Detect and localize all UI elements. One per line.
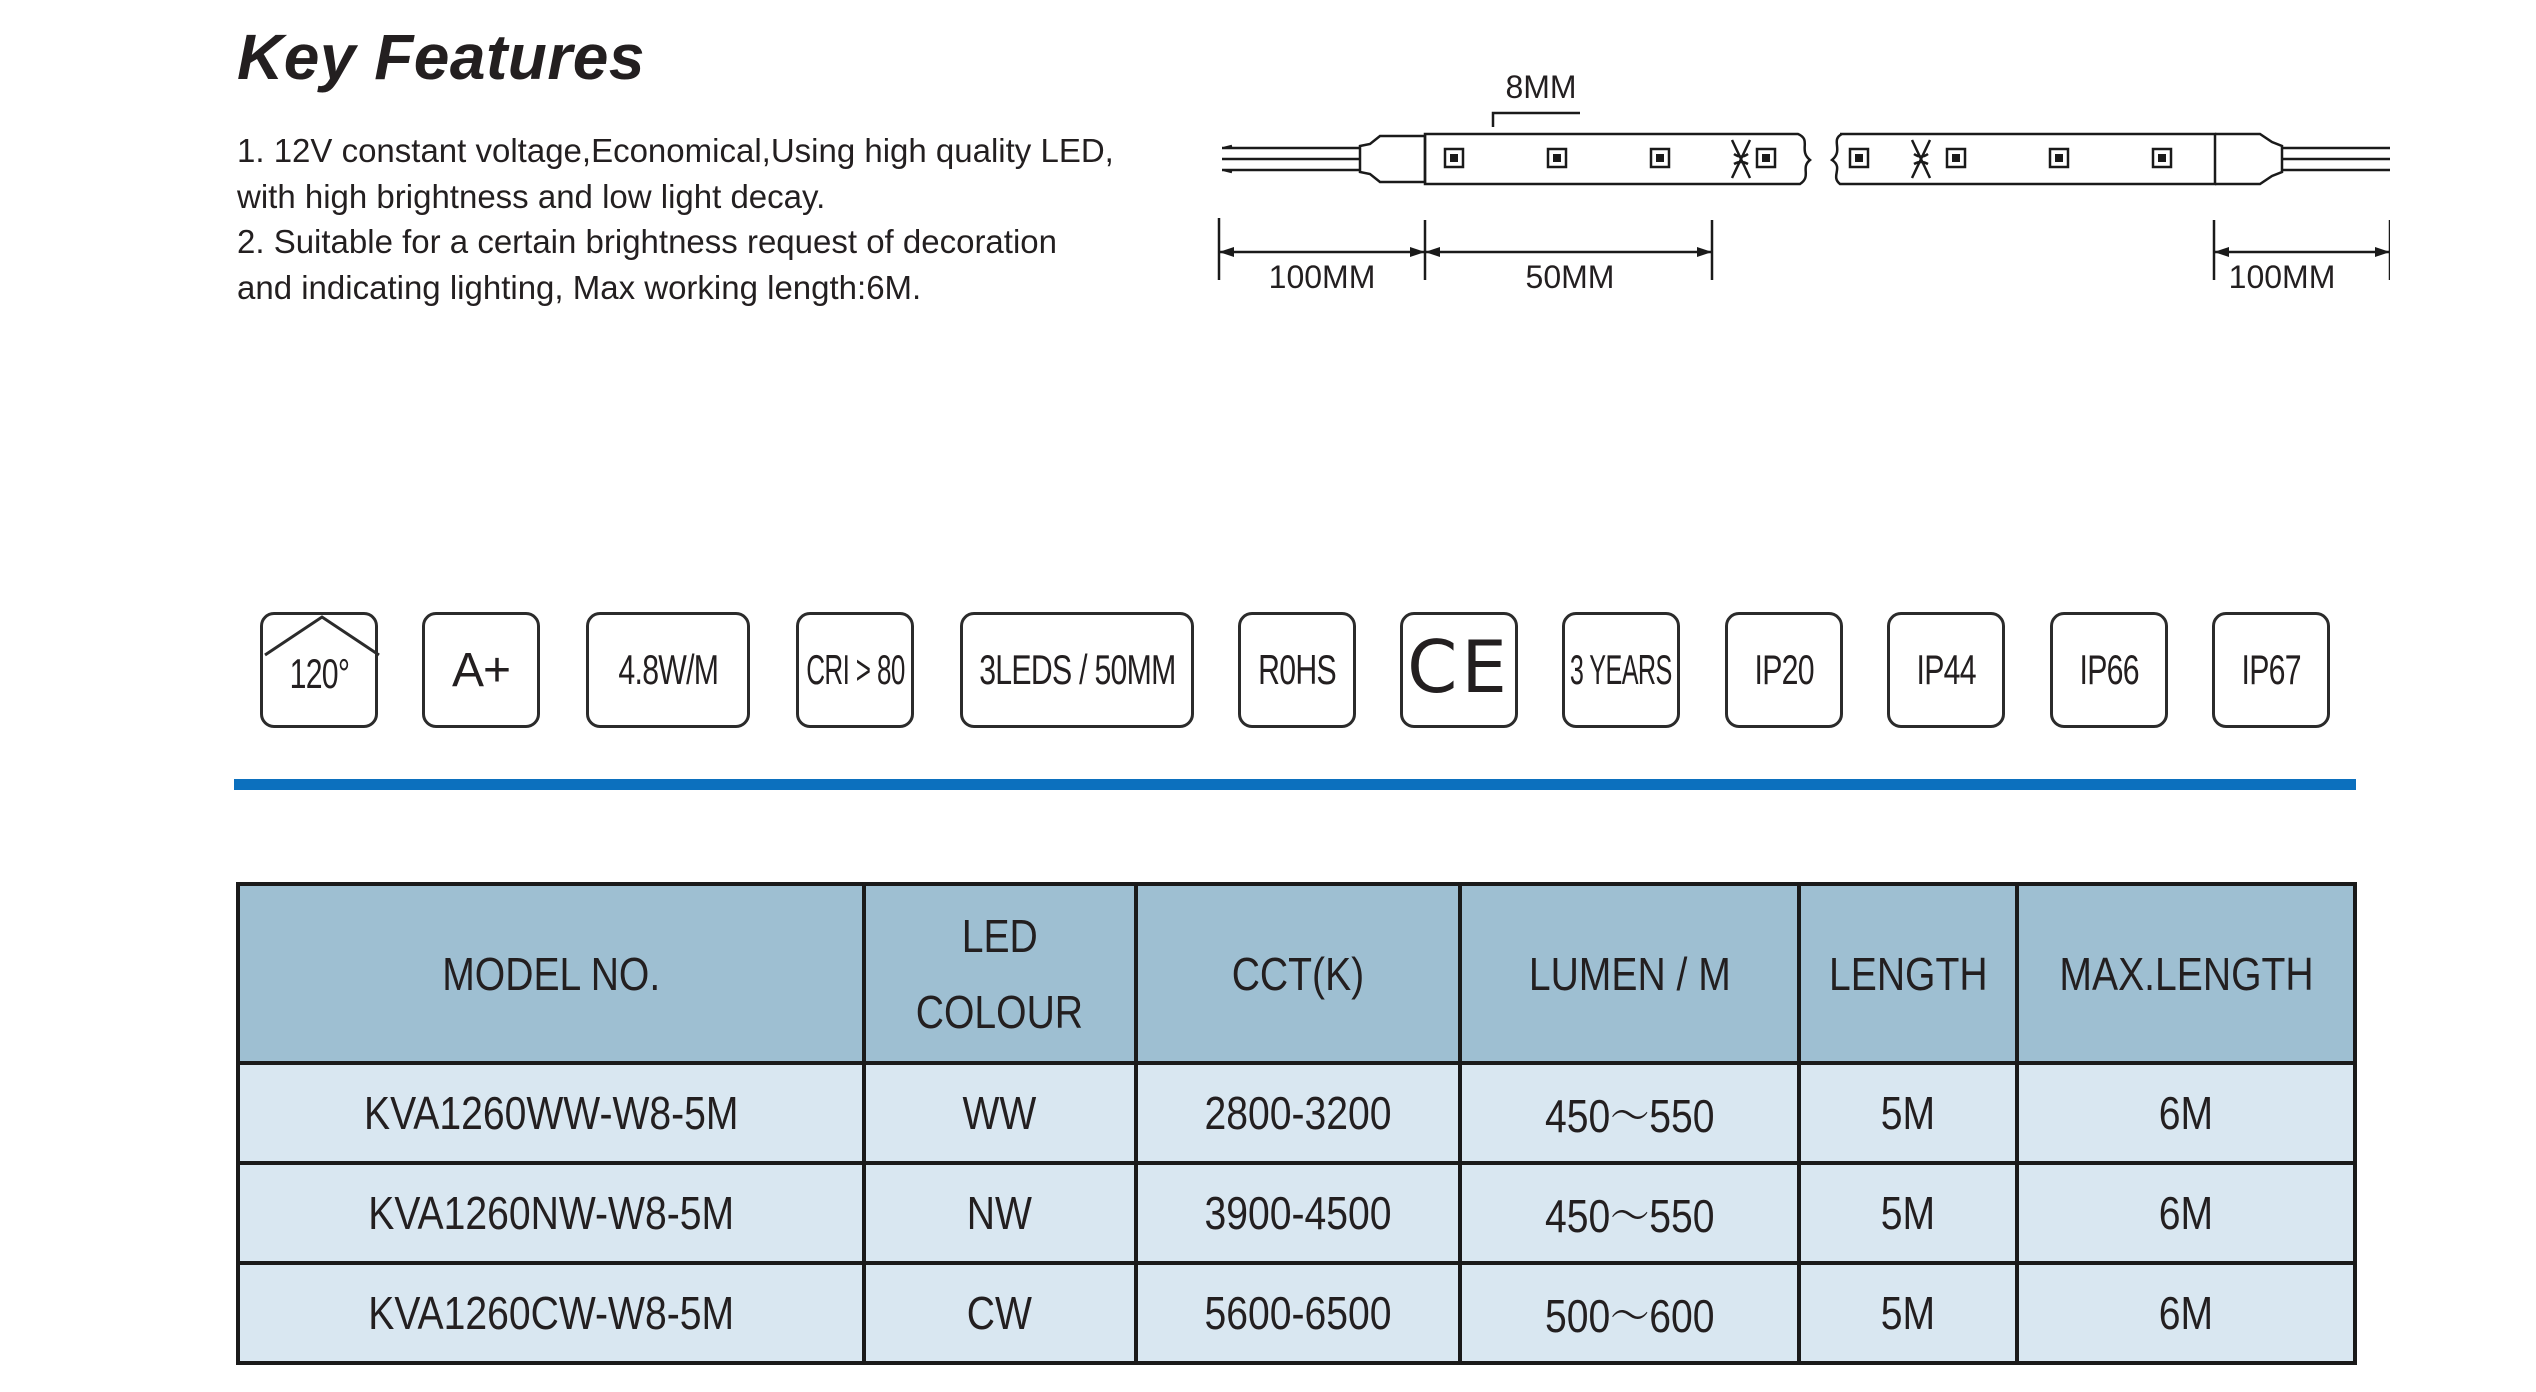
- badge-ip20: IP20: [1725, 612, 1843, 728]
- cell-colour: NW: [864, 1163, 1136, 1263]
- cell-cct: 2800-3200: [1136, 1063, 1460, 1163]
- cell-lumen: 500～600: [1460, 1263, 1799, 1363]
- header-cct: CCT(K): [1136, 884, 1460, 1063]
- page-title: Key Features: [237, 21, 645, 93]
- cell-max-length: 6M: [2017, 1063, 2355, 1163]
- pitch-label: 8MM: [1505, 69, 1577, 105]
- led-strip-dimension-diagram: [1210, 60, 2390, 310]
- segment-label: 50MM: [1525, 259, 1615, 295]
- header-max-length: MAX.LENGTH: [2017, 884, 2355, 1063]
- cell-lumen: 450～550: [1460, 1063, 1799, 1163]
- cell-length: 5M: [1799, 1063, 2017, 1163]
- badge-power: 4.8W/M: [586, 612, 750, 728]
- header-lumen: LUMEN / M: [1460, 884, 1799, 1063]
- badge-energy-class: A+: [422, 612, 540, 728]
- cell-length: 5M: [1799, 1163, 2017, 1263]
- table-header-row: [238, 884, 2355, 1063]
- badge-ip66: IP66: [2050, 612, 2168, 728]
- cell-model: KVA1260CW-W8-5M: [238, 1263, 864, 1363]
- cell-colour: CW: [864, 1263, 1136, 1363]
- header-model: MODEL NO.: [238, 884, 864, 1063]
- feature-item-1: 1. 12V constant voltage,Economical,Using high quality LED, with high brightness and low light decay.: [237, 132, 1114, 215]
- section-divider: [234, 779, 2356, 790]
- cell-lumen: 450～550: [1460, 1163, 1799, 1263]
- table-row: [238, 1063, 2355, 1163]
- cell-model: KVA1260WW-W8-5M: [238, 1063, 864, 1163]
- badge-beam-angle: 120°: [260, 612, 378, 728]
- badge-cri: CRI > 80: [796, 612, 914, 728]
- right-wire: [2282, 148, 2390, 170]
- cell-colour: WW: [864, 1063, 1136, 1163]
- badge-led-density: 3LEDS / 50MM: [960, 612, 1194, 728]
- certification-badges: [260, 612, 2320, 732]
- cell-cct: 5600-6500: [1136, 1263, 1460, 1363]
- spec-table: [236, 882, 2357, 1365]
- strip-left-segment: [1425, 134, 1810, 184]
- badge-ce: CE: [1400, 612, 1518, 728]
- header-colour: LED COLOUR: [864, 884, 1136, 1063]
- features-list: [237, 128, 1117, 310]
- cell-length: 5M: [1799, 1263, 2017, 1363]
- left-connector: [1360, 136, 1425, 182]
- cut-mark-left: [1732, 140, 1750, 178]
- right-connector: [2215, 134, 2282, 184]
- left-lead-label: 100MM: [1268, 259, 1376, 295]
- cell-max-length: 6M: [2017, 1263, 2355, 1363]
- header-length: LENGTH: [1799, 884, 2017, 1063]
- badge-warranty: 3 YEARS: [1562, 612, 1680, 728]
- cut-mark-right: [1912, 140, 1930, 178]
- cell-cct: 3900-4500: [1136, 1163, 1460, 1263]
- badge-ip44: IP44: [1887, 612, 2005, 728]
- feature-item-2: 2. Suitable for a certain brightness request of decoration and indicating lighting, Max working length:6M.: [237, 223, 1057, 306]
- table-row: [238, 1163, 2355, 1263]
- cell-model: KVA1260NW-W8-5M: [238, 1163, 864, 1263]
- table-row: [238, 1263, 2355, 1363]
- right-lead-label: 100MM: [2228, 259, 2336, 295]
- badge-ip67: IP67: [2212, 612, 2330, 728]
- badge-rohs: R0HS: [1238, 612, 1356, 728]
- pitch-marker: [1493, 113, 1580, 127]
- cell-max-length: 6M: [2017, 1163, 2355, 1263]
- left-wire: [1222, 146, 1360, 172]
